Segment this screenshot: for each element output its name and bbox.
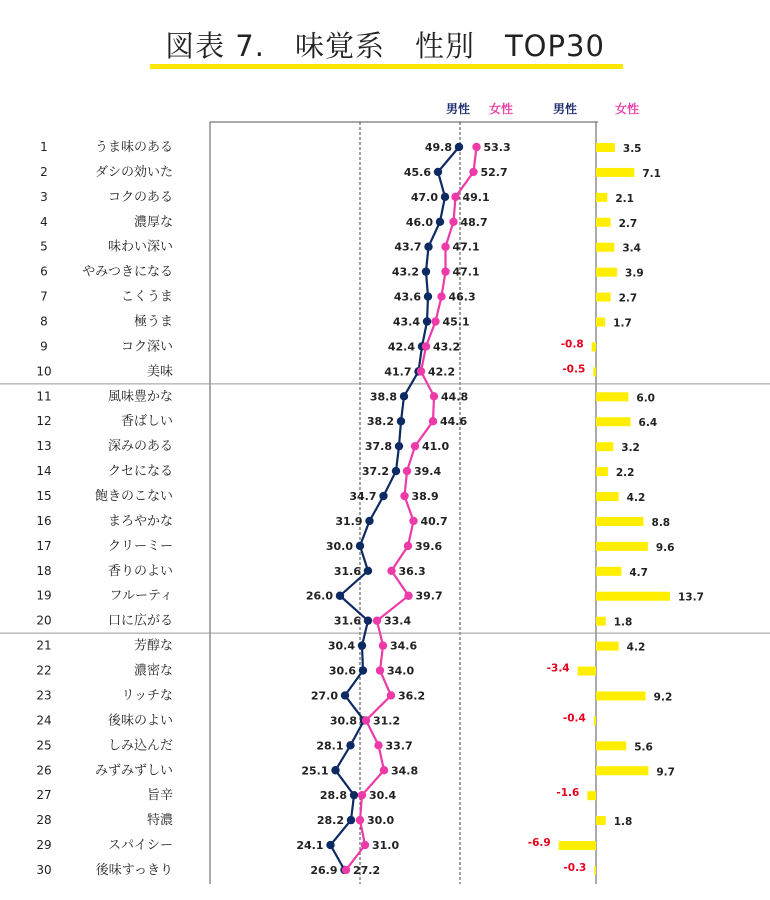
category-label: クリーミー [107,538,173,554]
value-label-male: 45.6 [403,165,431,179]
point-female [376,666,384,674]
point-female [430,392,438,400]
diff-bar [596,318,605,327]
diff-bar-label: 1.8 [613,616,633,629]
value-label-female: 49.1 [462,190,490,204]
value-label-female: 41.0 [422,440,450,454]
value-label-female: 31.2 [373,714,401,728]
rank-label: 2 [40,164,48,179]
category-label: 特濃 [146,813,173,829]
diff-bar-label: 9.6 [655,541,675,554]
category-label: クセになる [107,464,173,480]
value-label-female: 47.1 [452,240,480,254]
value-label-male: 49.8 [424,141,452,154]
diff-bar [578,667,596,676]
value-label-male: 31.6 [333,564,361,578]
value-label-male: 34.7 [349,490,377,504]
value-label-male: 30.0 [325,539,353,553]
category-label: やみつきになる [82,264,173,280]
point-female [387,567,395,575]
rank-label: 14 [36,464,52,479]
point-female [411,442,419,450]
value-label-male: 31.6 [333,614,361,628]
diff-bar-label: -0.8 [560,338,584,351]
rank-label: 17 [36,538,52,553]
category-label: 深みのある [107,439,173,455]
value-label-male: 28.8 [319,789,347,803]
category-label: 芳醇な [133,638,173,654]
value-label-female: 48.7 [460,215,488,229]
diff-bar [596,592,670,601]
point-male [395,442,403,450]
diff-bar [596,417,631,426]
point-male [364,567,372,575]
value-label-female: 39.6 [415,539,443,553]
diff-bar-label: 4.2 [626,641,646,654]
rank-label: 30 [36,862,52,877]
value-label-female: 44.8 [441,390,469,404]
diff-bar [559,841,596,850]
diff-bar [596,143,615,152]
point-male [350,791,358,799]
value-label-female: 34.6 [390,639,418,653]
value-label-male: 26.0 [305,589,333,603]
value-label-male: 43.6 [393,290,421,304]
category-label: ダシの効いた [94,164,173,180]
diff-bar [596,741,626,750]
value-label-female: 46.3 [448,290,476,304]
rank-label: 13 [36,439,52,454]
value-label-female: 45.1 [442,315,470,329]
rank-label: 22 [36,663,52,678]
point-male [441,193,449,201]
value-label-female: 34.0 [387,664,415,678]
value-label-male: 38.8 [369,390,397,404]
value-label-male: 42.4 [387,340,415,354]
point-female [361,841,369,849]
rank-label: 5 [40,239,48,254]
point-female [373,616,381,624]
diff-bar-label: -6.9 [527,837,551,850]
category-label: リッチな [121,688,173,704]
rank-label: 23 [36,688,52,703]
value-label-male: 43.2 [391,265,419,279]
category-label: 香ばしい [120,414,173,430]
point-male [455,143,463,151]
point-female [374,741,382,749]
rank-label: 7 [40,289,48,304]
value-label-female: 33.7 [385,739,413,753]
diff-bar [596,218,611,227]
value-label-male: 24.1 [296,839,324,853]
rank-label: 9 [40,339,48,354]
category-label: 美味 [146,364,173,380]
category-label: コクのある [107,189,173,205]
point-female [441,267,449,275]
diff-bar-label: -0.4 [562,712,586,725]
category-label: 飽きのこない [94,489,173,505]
point-male [434,168,442,176]
diff-bar [596,467,608,476]
value-label-female: 36.2 [398,689,426,703]
point-male [392,467,400,475]
category-label: みずみずしい [94,763,173,779]
diff-bar [593,367,596,376]
diff-bar-label: -0.5 [562,363,586,376]
point-male [364,616,372,624]
point-female [403,467,411,475]
chart-title: 図表 7. 味覚系 性別 TOP30 [165,29,605,63]
value-label-male: 30.6 [328,664,356,678]
diff-bar [594,866,596,875]
point-male [358,641,366,649]
point-male [424,292,432,300]
rank-label: 16 [36,513,52,528]
diff-bar-label: 1.8 [613,816,633,829]
category-label: フルーティ [109,588,173,604]
point-female [380,766,388,774]
diff-bar [596,617,606,626]
diff-bar [594,716,596,725]
diff-bar [596,168,634,177]
value-label-male: 31.9 [335,514,363,528]
diff-bar-label: 6.4 [638,417,658,430]
legend-line-female: 女性 [489,102,514,116]
point-female [449,218,457,226]
diff-bar-label: 4.7 [629,566,648,579]
point-female [437,292,445,300]
point-female [342,866,350,874]
value-label-female: 44.6 [440,415,468,429]
diff-bar-label: 3.5 [622,143,642,155]
value-label-male: 41.7 [384,365,412,379]
diff-bar-label: 3.9 [625,267,644,280]
category-label: 後味のよい [107,713,173,729]
diff-bar [596,816,606,825]
point-male [436,218,444,226]
category-label: しみ込んだ [107,738,173,754]
category-label: うま味のある [94,140,173,155]
rank-label: 4 [40,214,48,229]
point-male [379,492,387,500]
diff-bar-label: 2.1 [615,192,634,205]
point-male [423,317,431,325]
diff-bar [596,567,621,576]
diff-bar [596,392,628,401]
category-label: こくうま [120,289,173,305]
point-male [422,267,430,275]
rank-label: 10 [36,364,52,379]
point-male [397,417,405,425]
diff-bar [596,268,617,277]
diff-bar-label: -3.4 [546,662,570,675]
value-label-female: 47.1 [452,265,480,279]
rank-label: 3 [40,189,48,204]
value-label-female: 40.7 [420,514,448,528]
category-label: 極うま [133,314,173,330]
diff-bar-label: 2.7 [618,217,638,230]
rank-label: 12 [36,414,52,429]
category-label: まろやかな [107,513,173,529]
category-label: 風味豊かな [107,389,173,405]
diff-bar [596,642,619,651]
diff-bar-label: 6.0 [636,392,656,405]
rank-label: 21 [36,638,52,653]
rank-label: 29 [36,838,52,853]
legend-line-male: 男性 [446,102,471,116]
point-male [347,816,355,824]
diff-bar [596,691,646,700]
value-label-female: 30.4 [369,789,397,803]
diff-bar [592,342,596,351]
point-female [441,243,449,251]
rank-label: 18 [36,563,52,578]
value-label-female: 36.3 [398,564,426,578]
rank-label: 25 [36,738,52,753]
diff-bar [596,293,611,302]
diff-bar-label: 3.4 [622,242,641,255]
point-female [362,716,370,724]
point-male [341,691,349,699]
diff-bar-label: -0.3 [563,861,587,874]
diff-bar [596,243,614,252]
rank-label: 8 [40,314,48,329]
category-label: 後味すっきり [95,862,173,878]
diff-bar-label: 1.7 [613,317,632,330]
value-label-male: 37.8 [364,440,392,454]
point-female [379,641,387,649]
point-female [358,791,366,799]
point-female [404,542,412,550]
category-label: 味わい深い [107,239,173,255]
value-label-male: 27.0 [310,689,338,703]
point-male [331,766,339,774]
diff-bar-label: 3.2 [621,442,640,455]
point-female [422,342,430,350]
value-label-male: 30.8 [329,714,357,728]
diff-bar-label: 9.2 [653,691,673,704]
diff-bar-label: 4.2 [626,492,646,505]
point-female [400,492,408,500]
value-label-female: 34.8 [391,764,419,778]
value-label-female: 39.4 [414,465,442,479]
point-male [346,741,354,749]
diff-bar [596,542,648,551]
value-label-female: 43.2 [433,340,461,354]
diff-bar-label: 7.1 [642,167,661,180]
point-female [356,816,364,824]
point-female [472,143,480,151]
value-label-female: 38.9 [411,490,439,504]
value-label-female: 33.4 [384,614,412,628]
value-label-male: 43.4 [392,315,420,329]
diff-bar [596,442,613,451]
point-male [336,592,344,600]
rank-label: 15 [36,489,52,504]
value-label-female: 53.3 [483,141,511,154]
value-label-male: 43.7 [394,240,422,254]
rank-label: 26 [36,763,52,778]
category-label: 濃厚な [133,214,173,230]
point-male [400,392,408,400]
value-label-male: 26.9 [310,863,338,877]
value-label-male: 28.1 [316,739,344,753]
diff-bar [596,193,607,202]
point-male [359,666,367,674]
diff-bar-label: 2.2 [615,467,635,480]
point-female [387,691,395,699]
rank-label: 1 [40,140,48,154]
point-female [469,168,477,176]
value-label-female: 30.0 [367,814,395,828]
diff-bar-label: 9.7 [656,766,675,779]
category-label: 口に広がる [107,613,173,629]
rank-label: 24 [36,713,52,728]
value-label-male: 37.2 [361,465,389,479]
point-female [451,193,459,201]
rank-label: 6 [40,264,48,279]
value-label-female: 27.2 [353,863,381,877]
legend-bar-female: 女性 [615,102,640,116]
diff-bar-label: 8.8 [651,516,671,529]
point-male [365,517,373,525]
category-label: スパイシー [107,838,173,854]
rank-label: 27 [36,788,52,803]
value-label-male: 46.0 [405,215,433,229]
point-female [417,367,425,375]
series-line-female [346,147,477,870]
value-label-male: 25.1 [301,764,329,778]
diff-bar-label: -1.6 [556,787,580,800]
category-label: 旨辛 [146,788,173,804]
value-label-female: 42.2 [428,365,456,379]
category-label: コク深い [120,339,173,355]
rank-label: 11 [36,389,52,404]
rank-label: 19 [36,588,52,603]
diff-bar [596,766,648,775]
point-female [409,517,417,525]
point-male [356,542,364,550]
point-male [326,841,334,849]
rank-label: 20 [36,613,52,628]
value-label-male: 47.0 [410,190,438,204]
rank-label: 28 [36,813,52,828]
diff-bar [596,492,619,501]
point-female [404,592,412,600]
value-label-male: 28.2 [316,814,344,828]
diff-bar [596,517,644,526]
diff-bar [587,791,596,800]
diff-bar-label: 2.7 [618,292,638,305]
diff-bar-label: 13.7 [677,591,704,604]
category-label: 香りのよい [107,563,173,579]
value-label-female: 52.7 [480,165,508,179]
point-male [424,243,432,251]
value-label-female: 39.7 [415,589,443,603]
diff-bar-label: 5.6 [634,741,653,754]
value-label-female: 31.0 [372,839,400,853]
point-female [431,317,439,325]
legend-bar-male: 男性 [553,102,578,116]
category-label: 濃密な [133,663,173,679]
value-label-male: 38.2 [366,415,394,429]
value-label-male: 30.4 [327,639,355,653]
point-female [429,417,437,425]
